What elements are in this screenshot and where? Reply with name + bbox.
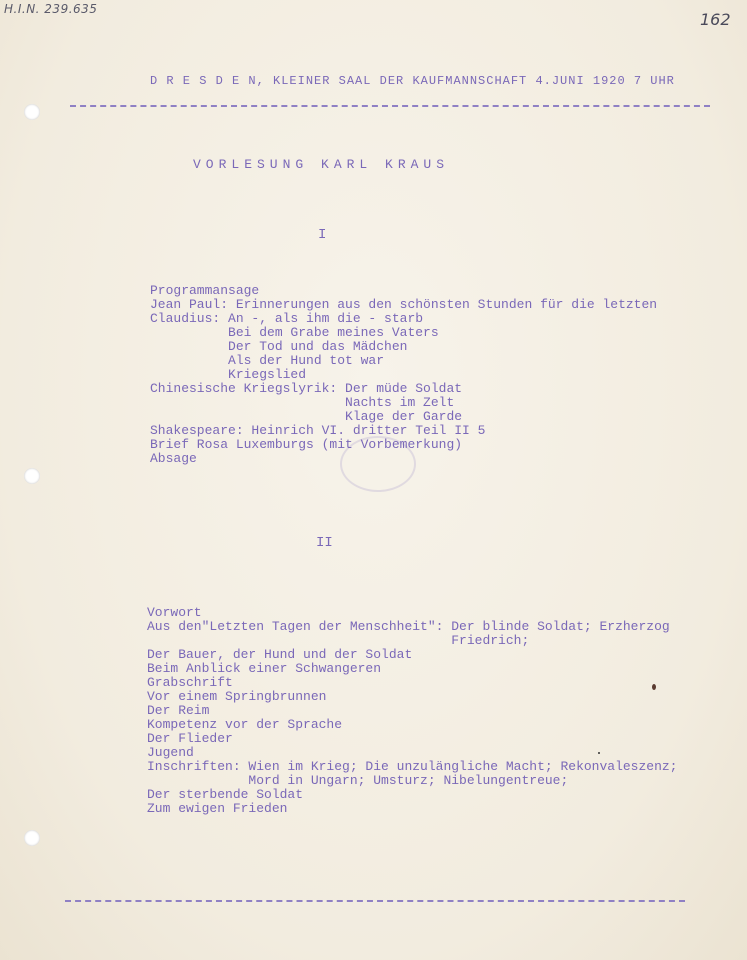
program-line: Absage [150,451,197,466]
program-line: Programmansage [150,283,260,298]
program-line: Shakespeare: Heinrich VI. dritter Teil II 5 [150,423,486,438]
program-line: Aus den"Letzten Tagen der Menschheit": Der blinde Soldat; Erzherzog [147,619,670,634]
dashed-rule-bottom [65,900,685,902]
program-line: Der Reim [147,703,210,718]
program-line: Inschriften: Wien im Krieg; Die unzulängliche Macht; Rekonvaleszenz; [147,759,678,774]
ink-spot [652,684,656,690]
program-line: Bei dem Grabe meines Vaters [150,325,439,340]
program-line: Vor einem Springbrunnen [147,689,327,704]
punch-hole [24,468,40,484]
archive-id: H.I.N. 239.635 [4,2,98,16]
part-one-numeral: I [318,227,327,243]
program-line: Vorwort [147,605,202,620]
program-line: Nachts im Zelt [150,395,455,410]
program-line: Chinesische Kriegslyrik: Der müde Soldat [150,381,463,396]
program-line: Friedrich; [147,633,530,648]
program-line: Der sterbende Soldat [147,787,304,802]
program-line: Grabschrift [147,675,233,690]
program-line: Der Flieder [147,731,233,746]
program-line: Als der Hund tot war [150,353,385,368]
program-line: Kriegslied [150,367,307,382]
part-one-program [150,284,657,466]
page-number: 162 [700,10,731,29]
program-line: Kompetenz vor der Sprache [147,717,343,732]
program-line: Der Bauer, der Hund und der Soldat [147,647,413,662]
dashed-rule-top [70,105,710,107]
program-line: Jugend [147,745,194,760]
punch-hole [24,104,40,120]
punch-hole [24,830,40,846]
program-line: Brief Rosa Luxemburgs (mit Vorbemerkung) [150,437,463,452]
program-line: Zum ewigen Frieden [147,801,288,816]
ink-spot [598,752,600,754]
program-line: Der Tod und das Mädchen [150,339,408,354]
part-two-program [147,606,678,816]
program-line: Klage der Garde [150,409,463,424]
program-line: Beim Anblick einer Schwangeren [147,661,382,676]
program-line: Claudius: An -, als ihm die - starb [150,311,424,326]
program-line: Mord in Ungarn; Umsturz; Nibelungentreue; [147,773,569,788]
program-line: Jean Paul: Erinnerungen aus den schönsten Stunden für die letzten [150,297,658,312]
document-title: VORLESUNG KARL KRAUS [193,157,450,172]
part-two-numeral: II [316,535,333,551]
faded-stamp [340,436,416,492]
event-header: D R E S D E N, KLEINER SAAL DER KAUFMANNSCHAFT 4.JUNI 1920 7 UHR [150,74,675,88]
